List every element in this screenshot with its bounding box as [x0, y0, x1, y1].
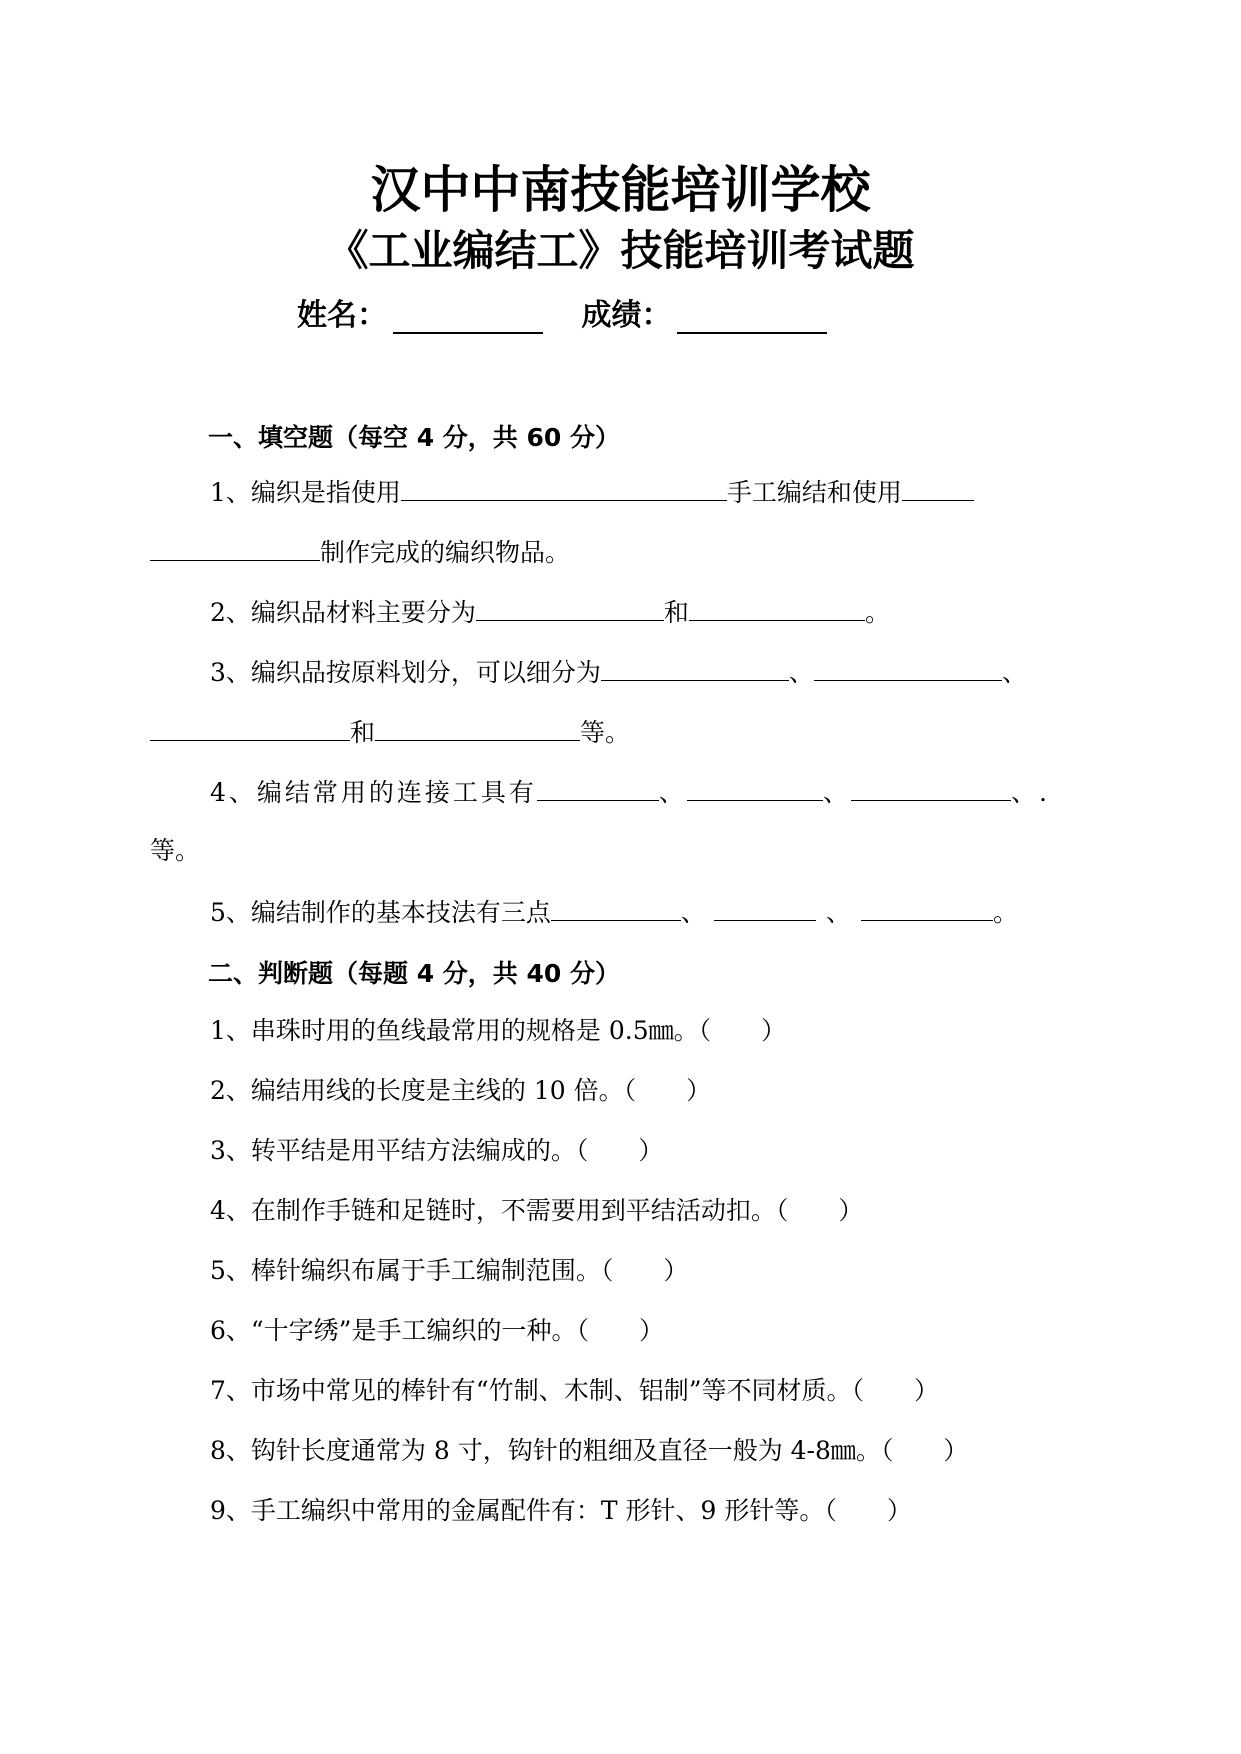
tf-item: 2、编结用线的长度是主线的 10 倍。（ ） [210, 1076, 712, 1105]
tf-item: 5、棒针编织布属于手工编制范围。（ ） [210, 1256, 689, 1285]
q5-blank-2[interactable] [714, 894, 816, 921]
exam-title: 《工业编结工》技能培训考试题 [326, 226, 915, 275]
section-fill-in-heading: 一、填空题（每空 4 分，共 60 分） [208, 423, 621, 452]
q3-blank-3[interactable] [150, 714, 350, 741]
q1-blank-2a[interactable] [902, 474, 974, 501]
q3-line2: 和 等。 [150, 714, 630, 750]
section-true-false-heading: 二、判断题（每题 4 分，共 40 分） [208, 959, 621, 988]
q1-blank-1[interactable] [401, 474, 727, 501]
tf-item: 9、手工编织中常用的金属配件有：T 形针、9 形针等。（ ） [210, 1496, 912, 1525]
tf-item: 4、在制作手链和足链时，不需要用到平结活动扣。（ ） [210, 1196, 864, 1225]
q3-blank-4[interactable] [375, 714, 580, 741]
score-blank[interactable] [677, 302, 827, 334]
q4-line2: 等。 [150, 836, 201, 865]
q4-blank-3[interactable] [851, 774, 1011, 801]
q4-line1: 4、编结常用的连接工具有 、 、 、. [210, 774, 1050, 810]
q3-line1: 3、编织品按原料划分，可以细分为 、 、 [210, 654, 1027, 690]
school-title: 汉中中南技能培训学校 [370, 161, 871, 219]
q4-blank-1[interactable] [537, 774, 659, 801]
q3-blank-2[interactable] [814, 654, 1002, 681]
tf-item: 3、转平结是用平结方法编成的。（ ） [210, 1136, 664, 1165]
q5-blank-1[interactable] [551, 894, 681, 921]
name-blank[interactable] [393, 302, 543, 334]
tf-item: 1、串珠时用的鱼线最常用的规格是 0.5㎜。（ ） [210, 1016, 787, 1045]
name-score-bar [297, 290, 827, 334]
q1-line1: 1、编织是指使用 手工编结和使用 [210, 474, 974, 510]
q4-blank-2[interactable] [687, 774, 823, 801]
name-label: 姓名： [297, 298, 387, 333]
score-label: 成绩： [581, 298, 672, 333]
q3-blank-1[interactable] [601, 654, 789, 681]
tf-item: 7、市场中常见的棒针有“竹制、木制、铝制”等不同材质。（ ） [210, 1376, 939, 1405]
q2-blank-2[interactable] [689, 594, 865, 621]
q5-line: 5、编结制作的基本技法有三点 、 、 。 [210, 894, 1018, 930]
q1-blank-2b[interactable] [150, 534, 320, 561]
tf-item: 6、“十字绣”是手工编织的一种。（ ） [210, 1316, 664, 1345]
q2-blank-1[interactable] [476, 594, 664, 621]
tf-item: 8、钩针长度通常为 8 寸，钩针的粗细及直径一般为 4-8㎜。（ ） [210, 1436, 969, 1465]
q1-line2: 制作完成的编织物品。 [150, 534, 570, 570]
q5-blank-3[interactable] [861, 894, 993, 921]
q2-line: 2、编织品材料主要分为 和 。 [210, 594, 890, 630]
